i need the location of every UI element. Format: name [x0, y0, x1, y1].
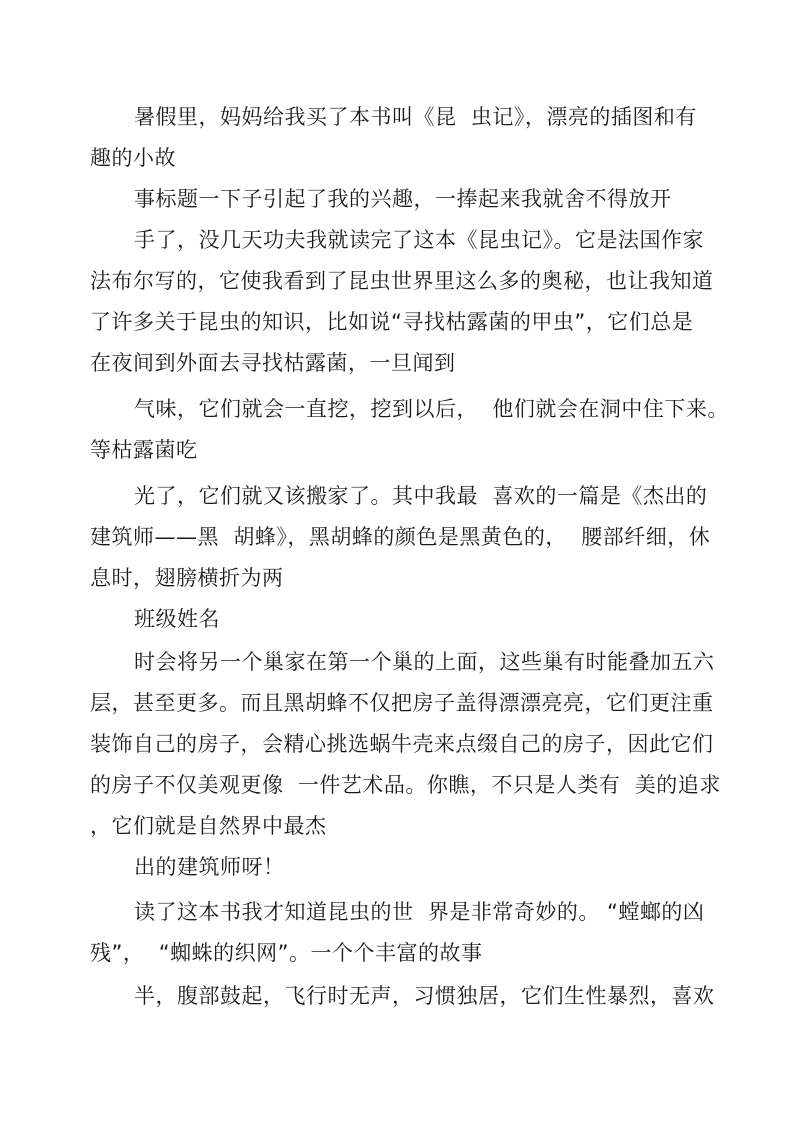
- text-line: 半，腹部鼓起，飞行时无声，习惯独居，它们生性暴烈，喜欢: [134, 984, 715, 1008]
- text-line: 光了，它们就又该搬家了。其中我最 喜欢的一篇是《杰出的: [134, 484, 708, 508]
- text-line: 装饰自己的房子，会精心挑选蜗牛壳来点缀自己的房子，因此它们: [90, 732, 714, 756]
- text-line: 层，甚至更多。而且黑胡蜂不仅把房子盖得漂漂亮亮，它们更注重: [90, 691, 714, 715]
- text-line: 建筑师——黑 胡蜂》，黑胡蜂的颜色是黑黄色的， 腰部纤细，休: [90, 525, 711, 549]
- text-line: 息时，翅膀横折为两: [90, 566, 284, 590]
- text-line: ，它们就是自然界中最杰: [90, 814, 327, 838]
- text-line: 出的建筑师呀！: [134, 855, 285, 879]
- text-line: 在夜间到外面去寻找枯露菌，一旦闻到: [90, 351, 456, 375]
- text-line: 暑假里，妈妈给我买了本书叫《昆 虫记》，漂亮的插图和有: [134, 105, 697, 129]
- text-line: 气味，它们就会一直挖，挖到以后， 他们就会在洞中住下来。: [134, 397, 729, 421]
- text-line: 等枯露菌吃: [90, 438, 198, 462]
- text-line: 手了，没几天功夫我就读完了这本《昆虫记》。它是法国作家: [134, 228, 704, 252]
- text-line: 事标题一下子引起了我的兴趣，一捧起来我就舍不得放开: [134, 187, 672, 211]
- text-line: 时会将另一个巢家在第一个巢的上面，这些巢有时能叠加五六: [134, 650, 715, 674]
- text-line: 趣的小故: [90, 146, 176, 170]
- text-line: 了许多关于昆虫的知识，比如说“寻找枯露菌的甲虫”，它们总是: [90, 310, 694, 334]
- text-line: 残”， “蜘蛛的织网”。一个个丰富的故事: [90, 941, 483, 965]
- text-line: 班级姓名: [134, 607, 220, 631]
- text-line: 读了这本书我才知道昆虫的世 界是非常奇妙的。 “螳螂的凶: [134, 900, 705, 924]
- text-line: 的房子不仅美观更像 一件艺术品。你瞧，不只是人类有 美的追求: [90, 773, 721, 797]
- text-line: 法布尔写的，它使我看到了昆虫世界里这么多的奥秘，也让我知道: [90, 269, 714, 293]
